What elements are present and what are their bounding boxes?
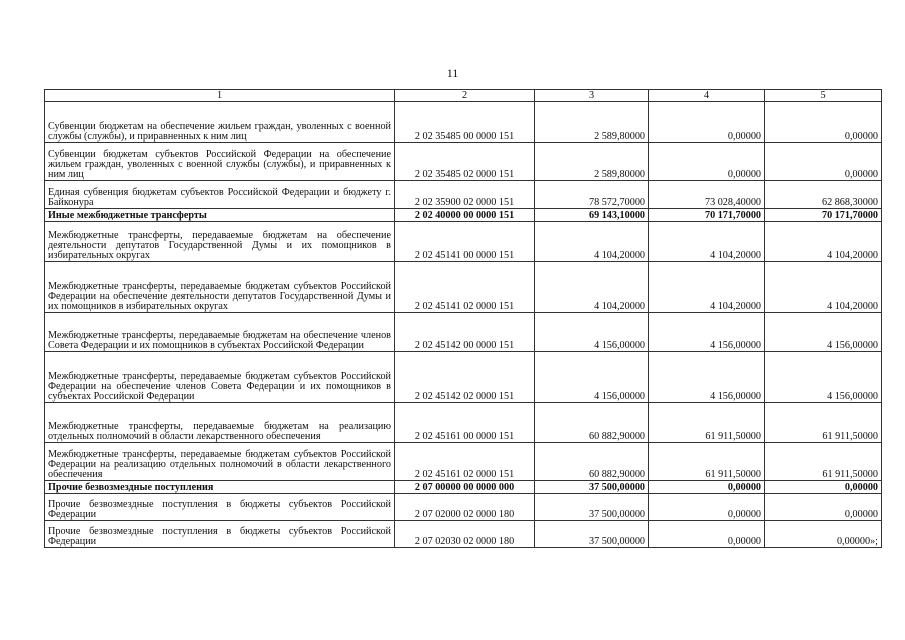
- cell-value-col3: 4 104,20000: [535, 262, 649, 313]
- cell-code: 2 07 02030 02 0000 180: [395, 521, 535, 548]
- cell-name: Иные межбюджетные трансферты: [45, 209, 395, 222]
- cell-value-col4: 70 171,70000: [649, 209, 765, 222]
- cell-value-col5: 4 104,20000: [765, 222, 882, 262]
- cell-value-col4: 0,00000: [649, 143, 765, 181]
- table-row: [45, 262, 882, 313]
- cell-value-col3: 69 143,10000: [535, 209, 649, 222]
- budget-table: [44, 89, 882, 548]
- table-row: [45, 209, 882, 222]
- cell-value-col3: 60 882,90000: [535, 403, 649, 443]
- cell-value-col5: 0,00000»;: [765, 521, 882, 548]
- cell-code: 2 02 35900 02 0000 151: [395, 181, 535, 209]
- cell-name: Субвенции бюджетам субъектов Российской Федерации на обеспечение жильем граждан, уволенных с военной службы (службы), и приравненных к ним лиц: [45, 143, 395, 181]
- cell-code: 2 02 40000 00 0000 151: [395, 209, 535, 222]
- cell-name: Прочие безвозмездные поступления в бюджеты субъектов Российской Федерации: [45, 521, 395, 548]
- cell-code: 2 02 45161 02 0000 151: [395, 443, 535, 481]
- cell-name: Единая субвенция бюджетам субъектов Российской Федерации и бюджету г. Байконура: [45, 181, 395, 209]
- column-header: 3: [535, 90, 649, 102]
- cell-code: 2 02 35485 00 0000 151: [395, 102, 535, 143]
- table-row: [45, 443, 882, 481]
- table-row: [45, 521, 882, 548]
- cell-code: 2 02 45142 02 0000 151: [395, 352, 535, 403]
- cell-name: Межбюджетные трансферты, передаваемые бюджетам субъектов Российской Федерации на обеспечение деятельности депутатов Государственной Думы и их помощников в избирательных округах: [45, 262, 395, 313]
- table-row: [45, 102, 882, 143]
- column-header: 2: [395, 90, 535, 102]
- column-header: 1: [45, 90, 395, 102]
- cell-value-col5: 4 104,20000: [765, 262, 882, 313]
- cell-name: Межбюджетные трансферты, передаваемые бюджетам субъектов Российской Федерации на реализацию отдельных полномочий в области лекарственного обеспечения: [45, 443, 395, 481]
- cell-name: Межбюджетные трансферты, передаваемые бюджетам на реализацию отдельных полномочий в области лекарственного обеспечения: [45, 403, 395, 443]
- cell-value-col3: 4 156,00000: [535, 352, 649, 403]
- cell-value-col3: 60 882,90000: [535, 443, 649, 481]
- cell-value-col3: 78 572,70000: [535, 181, 649, 209]
- cell-code: 2 02 45142 00 0000 151: [395, 313, 535, 352]
- cell-code: 2 02 45161 00 0000 151: [395, 403, 535, 443]
- cell-value-col5: 4 156,00000: [765, 313, 882, 352]
- cell-name: Межбюджетные трансферты, передаваемые бюджетам субъектов Российской Федерации на обеспечение членов Совета Федерации и их помощников в субъектах Российской Федерации: [45, 352, 395, 403]
- cell-value-col5: 0,00000: [765, 494, 882, 521]
- table-row: [45, 403, 882, 443]
- cell-value-col5: 0,00000: [765, 102, 882, 143]
- cell-code: 2 02 45141 02 0000 151: [395, 262, 535, 313]
- column-header: 4: [649, 90, 765, 102]
- cell-value-col4: 61 911,50000: [649, 403, 765, 443]
- cell-name: Прочие безвозмездные поступления: [45, 481, 395, 494]
- cell-value-col4: 61 911,50000: [649, 443, 765, 481]
- cell-value-col3: 37 500,00000: [535, 494, 649, 521]
- cell-value-col4: 4 156,00000: [649, 313, 765, 352]
- cell-value-col3: 2 589,80000: [535, 102, 649, 143]
- cell-value-col4: 0,00000: [649, 521, 765, 548]
- table-row: [45, 143, 882, 181]
- cell-value-col3: 4 104,20000: [535, 222, 649, 262]
- cell-value-col5: 62 868,30000: [765, 181, 882, 209]
- header-row: [45, 90, 882, 102]
- cell-value-col5: 4 156,00000: [765, 352, 882, 403]
- table-row: [45, 352, 882, 403]
- cell-value-col4: 4 104,20000: [649, 222, 765, 262]
- cell-name: Межбюджетные трансферты, передаваемые бюджетам на обеспечение деятельности депутатов Государственной Думы и их помощников в избирательных округах: [45, 222, 395, 262]
- cell-name: Межбюджетные трансферты, передаваемые бюджетам на обеспечение членов Совета Федерации и их помощников в субъектах Российской Федерации: [45, 313, 395, 352]
- table-row: [45, 494, 882, 521]
- cell-value-col5: 61 911,50000: [765, 403, 882, 443]
- table-row: [45, 481, 882, 494]
- cell-name: Субвенции бюджетам на обеспечение жильем граждан, уволенных с военной службы (службы), и приравненных к ним лиц: [45, 102, 395, 143]
- cell-value-col4: 0,00000: [649, 102, 765, 143]
- table-row: [45, 313, 882, 352]
- cell-value-col4: 0,00000: [649, 494, 765, 521]
- table-row: [45, 181, 882, 209]
- cell-name: Прочие безвозмездные поступления в бюджеты субъектов Российской Федерации: [45, 494, 395, 521]
- cell-value-col3: 37 500,00000: [535, 481, 649, 494]
- cell-value-col5: 0,00000: [765, 143, 882, 181]
- cell-code: 2 02 35485 02 0000 151: [395, 143, 535, 181]
- cell-value-col5: 61 911,50000: [765, 443, 882, 481]
- cell-value-col3: 37 500,00000: [535, 521, 649, 548]
- cell-code: 2 02 45141 00 0000 151: [395, 222, 535, 262]
- cell-value-col5: 70 171,70000: [765, 209, 882, 222]
- cell-value-col4: 4 104,20000: [649, 262, 765, 313]
- cell-value-col5: 0,00000: [765, 481, 882, 494]
- cell-value-col3: 4 156,00000: [535, 313, 649, 352]
- cell-code: 2 07 02000 02 0000 180: [395, 494, 535, 521]
- cell-value-col4: 4 156,00000: [649, 352, 765, 403]
- cell-value-col3: 2 589,80000: [535, 143, 649, 181]
- page-number: 11: [446, 66, 459, 80]
- cell-value-col4: 0,00000: [649, 481, 765, 494]
- cell-value-col4: 73 028,40000: [649, 181, 765, 209]
- table-row: [45, 222, 882, 262]
- cell-code: 2 07 00000 00 0000 000: [395, 481, 535, 494]
- column-header: 5: [765, 90, 882, 102]
